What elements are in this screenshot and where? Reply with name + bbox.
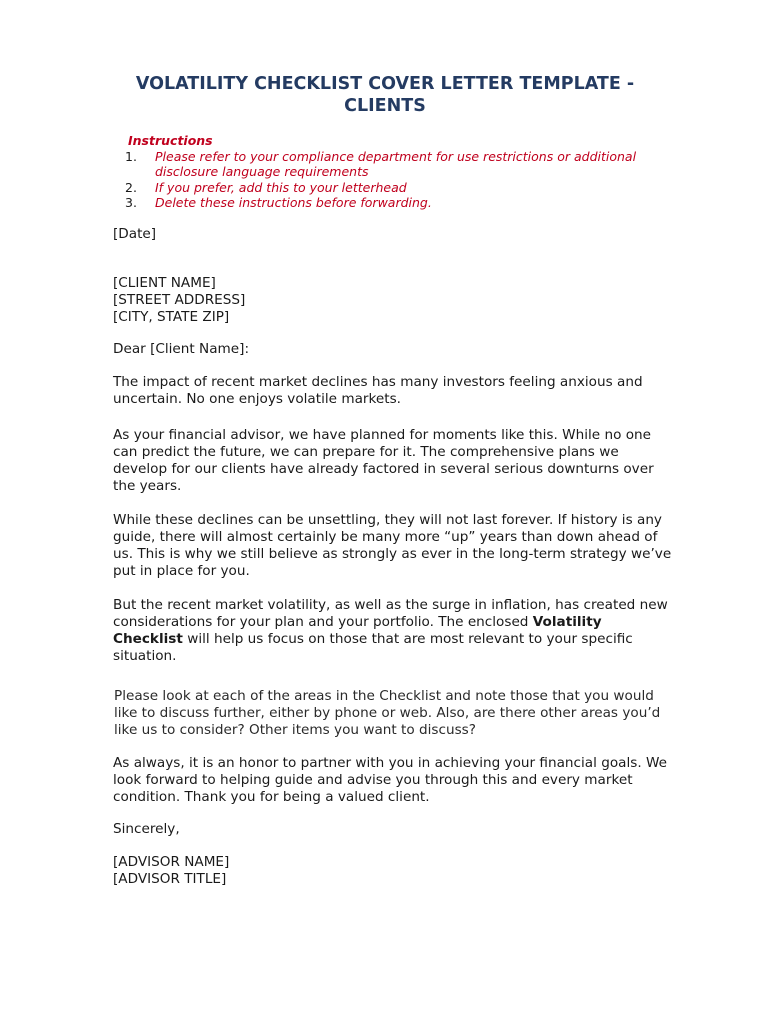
paragraph-4-text-end: will help us focus on those that are most relevant to your specific situation.	[113, 631, 633, 664]
recipient-address	[113, 275, 673, 326]
letter-date: [Date]	[113, 226, 157, 242]
paragraph-2: As your financial advisor, we have planned for moments like this. While no one can predict the future, we can prepare for it. The comprehensive plans we develop for our clients have already factored in several serious downturns over the years.	[113, 427, 654, 494]
address-line: [CLIENT NAME]	[113, 275, 216, 291]
instructions-heading: Instructions	[128, 133, 213, 148]
page-title: VOLATILITY CHECKLIST COVER LETTER TEMPLATE - CLIENTS	[135, 74, 635, 116]
instruction-number: 1.	[125, 148, 137, 164]
volatility-checklist-bold: Volatility Checklist	[113, 614, 602, 647]
paragraph-4	[113, 597, 673, 665]
instruction-text: Delete these instructions before forwarding.	[155, 195, 432, 210]
instruction-number: 3.	[125, 195, 137, 210]
paragraph-5: Please look at each of the areas in the Checklist and note those that you would like to discuss further, either by phone or web. Also, are there other areas you’d like us to consider? Other items you want to discuss?	[114, 688, 661, 738]
signature-block	[113, 854, 673, 888]
instruction-item	[125, 149, 688, 180]
paragraph-3: While these declines can be unsettling, they will not last forever. If history is any guide, there will almost certainly be many more “up” years than down ahead of us. This is why we still believe as strongly as ever in the long-term strategy we’ve put in place for you.	[113, 512, 672, 579]
instructions-block	[125, 133, 688, 211]
advisor-title: [ADVISOR TITLE]	[113, 871, 227, 887]
instruction-text: If you prefer, add this to your letterhead	[155, 179, 407, 195]
paragraph-4-text: But the recent market volatility, as well as the surge in inflation, has created new considerations for your plan and your portfolio. The enclosed	[113, 597, 668, 630]
instruction-item	[125, 195, 688, 211]
address-line: [STREET ADDRESS]	[113, 292, 246, 308]
paragraph-1: The impact of recent market declines has many investors feeling anxious and uncertain. No one enjoys volatile markets.	[113, 374, 643, 407]
address-line: [CITY, STATE ZIP]	[113, 309, 230, 325]
instruction-text: Please refer to your compliance department for use restrictions or additional disclosure language requirements	[155, 148, 637, 179]
paragraph-6: As always, it is an honor to partner with you in achieving your financial goals. We look forward to helping guide and advise you through this and every market condition. Thank you for being a valued client.	[113, 755, 668, 805]
advisor-name: [ADVISOR NAME]	[113, 854, 230, 870]
instruction-item	[125, 180, 688, 196]
salutation: Dear [Client Name]:	[113, 341, 250, 357]
closing: Sincerely,	[113, 821, 180, 837]
instruction-number: 2.	[125, 179, 137, 195]
